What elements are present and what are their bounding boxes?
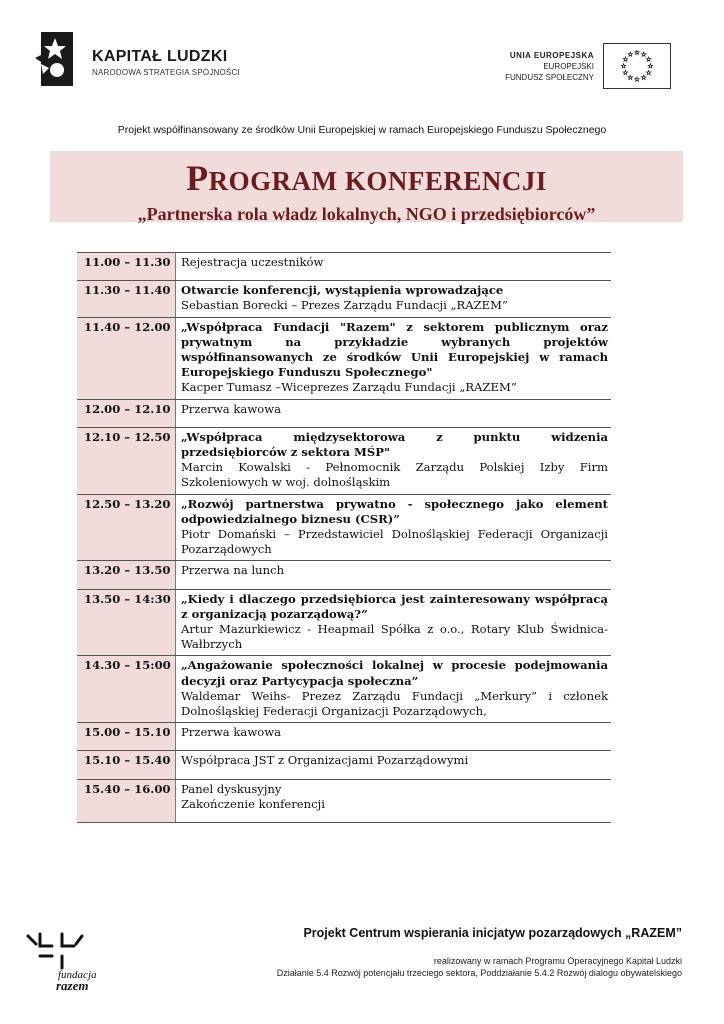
session-title: Otwarcie konferencji, wystąpienia wprowadzające [181, 283, 504, 298]
program-description [176, 589, 612, 656]
eu-star-icon [642, 75, 646, 79]
eu-star-icon [648, 64, 652, 68]
kapital-ludzki-subtitle: NARODOWA STRATEGIA SPÓJNOŚCI [92, 68, 240, 77]
program-time: 12.50 – 13.20 [77, 494, 176, 561]
session-text: Współpraca JST z Organizacjami Pozarządowymi [181, 753, 469, 768]
program-description [176, 399, 612, 427]
program-row [77, 723, 611, 751]
footer-line1: realizowany w ramach Programu Operacyjnego Kapitał Ludzki [433, 956, 682, 966]
footer-project-title: Projekt Centrum wspierania inicjatyw pozarządowych „RAZEM” [303, 926, 682, 940]
program-time: 13.50 – 14:30 [77, 589, 176, 656]
program-row [77, 561, 611, 589]
program-row [77, 494, 611, 561]
cofinancing-note: Projekt współfinansowany ze środków Unii Europejskiej w ramach Europejskiego Funduszu Społecznego [117, 124, 607, 136]
eu-line1: UNIA EUROPEJSKA [509, 51, 594, 60]
eu-line2: EUROPEJSKI [543, 62, 594, 71]
program-row [77, 317, 611, 399]
eu-star-icon [623, 57, 627, 61]
speaker-line: Artur Mazurkiewicz - Heapmail Spółka z o.o., Rotary Klub Świdnica-Wałbrzych [181, 622, 608, 652]
session-text: Przerwa kawowa [181, 725, 282, 740]
program-row [77, 751, 611, 779]
program-table [77, 252, 611, 823]
program-description [176, 494, 612, 561]
program-description [176, 656, 612, 723]
eu-star-icon [621, 64, 625, 68]
speaker-line: Waldemar Weihs- Prezez Zarządu Fundacji „Merkury” i członek Dolnośląskiej Federacji Organizacji Pozarządowych, [181, 688, 608, 719]
eu-star-icon [646, 57, 650, 61]
eu-line3: FUNDUSZ SPOŁECZNY [505, 73, 594, 82]
page-subtitle: „Partnerska rola władz lokalnych, NGO i przedsiębiorców” [137, 204, 596, 224]
eu-star-icon [642, 52, 646, 56]
program-description [176, 427, 612, 494]
program-row [77, 589, 611, 656]
eu-star-icon [623, 70, 627, 74]
speaker-line: Sebastian Borecki – Prezes Zarządu Fundacji „RAZEM” [181, 298, 508, 313]
session-text: Przerwa kawowa [181, 401, 282, 416]
fundacja-razem-logo [22, 926, 104, 996]
page-title [50, 157, 683, 199]
session-text: Zakończenie konferencji [181, 796, 325, 811]
session-title: „Rozwój partnerstwa prywatno - społecznego jako element odpowiedzialnego biznesu (CSR)” [181, 496, 608, 526]
program-time: 14.30 – 15:00 [77, 656, 176, 723]
program-time: 11.00 – 11.30 [77, 253, 176, 281]
session-title: „Kiedy i dlaczego przedsiębiorca jest zainteresowany współpracą z organizacją pozarządową?” [181, 591, 608, 621]
eu-logo-text [480, 50, 594, 83]
eu-star-icon [646, 70, 650, 74]
logo-word1: fundacja [58, 969, 97, 981]
eu-star-icon [628, 52, 632, 56]
program-row [77, 779, 611, 822]
program-row [77, 427, 611, 494]
eu-star-icon [635, 50, 639, 54]
speaker-line: Marcin Kowalski - Pełnomocnik Zarządu Polskiej Izby Firm Szkoleniowych w woj. dolnośląskim [181, 460, 608, 490]
session-title: „Angażowanie społeczności lokalnej w procesie podejmowania decyzji oraz Partycypacja społeczna” [181, 658, 608, 688]
program-time: 15.10 – 15.40 [77, 751, 176, 779]
session-text: Rejestracja uczestników [181, 255, 324, 269]
program-row [77, 281, 611, 317]
program-description [176, 779, 612, 822]
speaker-line: Kacper Tumasz –Wiceprezes Zarządu Fundacji „RAZEM” [181, 380, 517, 395]
program-description [176, 317, 612, 399]
program-description [176, 723, 612, 751]
kapital-ludzki-title: KAPITAŁ LUDZKI [92, 48, 228, 65]
title-word1-rest: ROGRAM [208, 166, 338, 196]
program-time: 12.10 – 12.50 [77, 427, 176, 494]
title-word2: KONFERENCJI [344, 166, 547, 196]
program-row [77, 399, 611, 427]
program-time: 13.20 – 13.50 [77, 561, 176, 589]
program-description [176, 561, 612, 589]
program-time: 11.40 – 12.00 [77, 317, 176, 399]
program-time: 12.00 – 12.10 [77, 399, 176, 427]
program-description [176, 281, 612, 317]
program-description [176, 253, 612, 281]
eu-star-icon [628, 75, 632, 79]
speaker-line: Piotr Domański – Przedstawiciel Dolnośląskiej Federacji Organizacji Pozarządowych [181, 527, 608, 557]
program-time: 11.30 – 11.40 [77, 281, 176, 317]
footer-line2: Działanie 5.4 Rozwój potencjału trzeciego sektora, Poddziałanie 5.4.2 Rozwój dialogu obywatelskiego [276, 968, 682, 978]
eu-flag-icon [603, 43, 671, 89]
session-title: „Współpraca Fundacji "Razem" z sektorem publicznym oraz prywatnym na przykładzie wybranych projektów współfinansowanych ze środków Unii Europejskiej w ramach Europejskiego Funduszu Społecznego" [181, 319, 608, 380]
logo-word2: razem [56, 978, 89, 993]
kapital-ludzki-logo [33, 28, 75, 90]
program-time: 15.40 – 16.00 [77, 779, 176, 822]
program-description [176, 751, 612, 779]
program-time: 15.00 – 15.10 [77, 723, 176, 751]
session-text: Panel dyskusyjny [181, 781, 282, 796]
program-row [77, 253, 611, 281]
session-title: „Współpraca międzysektorowa z punktu widzenia przedsiębiorców z sektora MŚP" [181, 429, 608, 460]
title-initial: P [186, 158, 209, 198]
program-row [77, 656, 611, 723]
session-text: Przerwa na lunch [181, 563, 285, 578]
eu-star-icon [635, 77, 639, 81]
